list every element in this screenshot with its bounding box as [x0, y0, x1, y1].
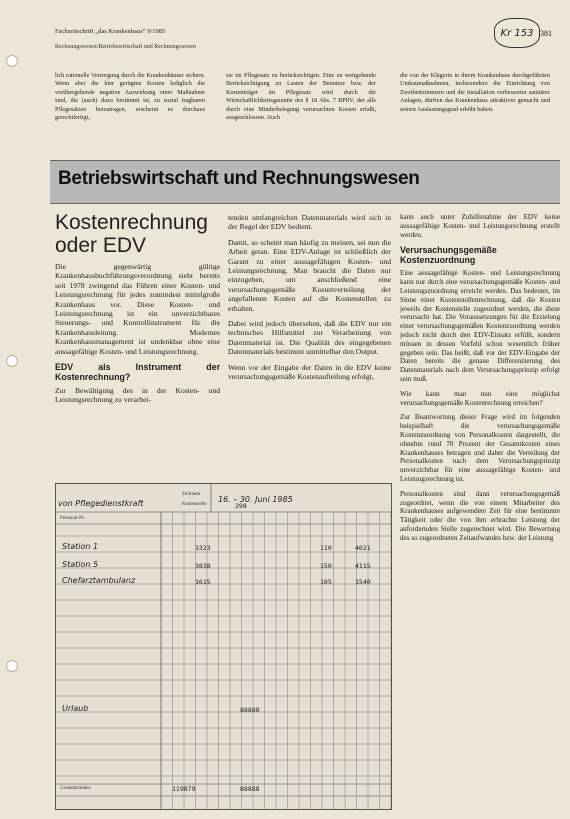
row-name: Station 5	[62, 560, 99, 569]
row-code: 105	[320, 578, 332, 586]
row-alt: 1540	[355, 578, 371, 586]
journal-header: Fachzeitschrift „das Krankenhaus“ 9/1985	[55, 28, 166, 35]
paragraph: Dabei wird jedoch übersehen, daß die EDV nur ein technisches Hilfsmittel zur Verarbeitung von Datenmaterial ist. Die Qualität des eingegebenen Datenmaterials bestimmt unmittelbar den Output.	[228, 319, 391, 357]
row-hours: 3838	[195, 562, 211, 570]
paragraph: Personalkosten sind dann verursachungsgemäß zugeordnet, wenn die von einem Mitarbeiter des Krankenhauses aufgewendete Zeit für eine bestimmte Tätigkeit oder die von ihm erbrachte Leistung der anfordernden Stelle zugerechnet wird. Die Bewertung des so zugeordneten Zeitaufwandes bzw. der Leistung	[400, 489, 560, 542]
label-kostenstelle: Kostenstelle	[182, 502, 207, 507]
paragraph: kann auch unter Zuhilfenahme der EDV keine aussagefähige Kosten- und Leistungsrechnung erstellt werden.	[400, 213, 560, 239]
row-code: 110	[320, 544, 332, 552]
personal-number: 298	[235, 502, 247, 510]
row-alt: 4115	[355, 562, 371, 570]
form-title: von Pflegedienstkraft	[58, 499, 144, 508]
section-line: Rechnungswesen/Betriebswirtschaft und Rechnungswesen	[55, 44, 196, 50]
article-column-1	[55, 262, 220, 411]
urlaub-label: Urlaub	[62, 704, 89, 713]
paragraph: Zur Bewältigung des in der Kosten- und Leistungsrechnung zu verarbei-	[55, 386, 220, 405]
binder-hole	[6, 55, 18, 67]
row-hours: 1615	[195, 578, 211, 586]
article-column-2	[228, 213, 391, 388]
article-column-3	[400, 213, 560, 549]
label-personal: Personal-Nr.	[60, 516, 86, 521]
urlaub-hours: 88888	[240, 706, 260, 714]
row-code: 150	[320, 562, 332, 570]
label-summe: Gesamtstunden	[60, 786, 91, 791]
section-banner-title: Betriebswirtschaft und Rechnungswesen	[58, 168, 420, 189]
timesheet-form	[55, 483, 392, 810]
row-hours: 3323	[195, 544, 211, 552]
paragraph: Zur Beantwortung dieser Frage wird im folgenden beispielhaft die verursachungsgemäße Kostenzuordnung von Personalkosten dargestellt, die ohnehin rund 70 Prozent der Gesamtkosten eines Krankenhauses betragen und daher die Verteilung der Personalkosten nach dem Verursachungsprinzip unverzichtbar für eine aussagefähige Kosten- und Leistungsrechnung ist.	[400, 413, 560, 483]
page-number: 381	[540, 29, 552, 38]
paragraph: Eine aussagefähige Kosten- und Leistungsrechnung kann nur durch eine verursachungsgemäße Kosten- und Leistungszuordnung erreicht werden. Das bedeutet, im Sinne einer Kostenstellenrechnung, daß die Kosten jeweils der Kostenstelle zugeordnet werden, die diese verursacht hat. Die Voraussetzungen für die Erzielung einer verursachungsgemäßen Kostenzuordnung werden jedoch nicht durch den EDV-Einsatz erfüllt, sondern müssen in dessen Vorfeld schon wesentlich früher gegeben sein. Das heißt, daß vor der EDV-Eingabe der Daten bereits die genaue Differenzierung des Datenmaterials nach dem Verursachungsprinzip erfolgt sein muß.	[400, 269, 560, 383]
top-column-1: lich rationelle Versorgung durch die Krankenhäuser sichern. Wenn aber die hier gerügten Kosten lediglich die vorübergehende negative Auswirkung einer Maßnahme sind, die (auch) dazu bestimmt ist, zu sozial tragbaren Pflegesätzen beizutragen, erscheint es durchaus gerechtfertigt,	[55, 72, 205, 122]
top-column-3: die von der Klägerin in ihrem Krankenhaus durchgeführten Umbaumaßnahmen, insbesondere die Einrichtung von Zweibettzimmern und die Installation verbesserter sanitärer Anlagen, dürften das Krankenhaus attraktiver gemacht und seinen Auslastungsgrad erhöht haben.	[400, 72, 550, 113]
top-column-2: sie im Pflegesatz zu berücksichtigen. Eine zu weitgehende Berücksichtigung zu Lasten der Benutzer bzw. der Kostenträger im Pflegesatz wird durch die Wirtschaftlichkeitsgarantie des § 18 Abs. 7 BPflV, der alle durch eine Minderbelegung verursachten Kosten erfaßt, ausgeschlossen. Auch	[226, 72, 376, 122]
paragraph: Wie kann man nun eine möglichst verursachungsgemäße Kostenrechnung erreichen?	[400, 389, 560, 407]
binder-hole	[6, 660, 18, 672]
binder-hole	[6, 355, 18, 367]
archive-stamp: Kr 153	[494, 18, 540, 48]
paragraph: Damit, so scheint man häufig zu meinen, sei nun die Arbeit getan. Eine EDV-Anlage ist schließlich der Garant zu einer aussagefähigen Kosten- und Leistungsrechnung. Man braucht die Daten nur einzugeben, um anschließend eine verursachungsgemäße Kostenverteilung der angefallenen Kosten auf die Kostenstellen zu erhalten.	[228, 237, 391, 313]
paragraph: Wenn vor der Eingabe der Daten in die EDV keine verursachungsgemäße Kostenaufteilung erfolgt,	[228, 362, 391, 382]
form-date: 16. – 30. Juni 1985	[218, 495, 293, 504]
subheading: EDV als Instrument der Kostenrechnung?	[55, 362, 220, 383]
subheading: Verursachungsgemäße Kostenzuordnung	[400, 245, 497, 266]
total-hours-2: 88888	[240, 785, 260, 793]
paragraph: tenden umfangreichen Datenmaterials wird sich in der Regel der EDV bedient.	[228, 213, 391, 232]
row-name: Chefarztambulanz	[62, 576, 136, 585]
label-zeitraum: Zeitraum	[182, 492, 201, 497]
row-name: Station 1	[62, 542, 99, 551]
article-title: Kostenrechnung oder EDV	[55, 211, 208, 257]
row-alt: 4021	[355, 544, 371, 552]
total-hours: 119879	[172, 785, 196, 793]
paragraph: Die gegenwärtig gültige Krankenhausbuchführungsverordnung sieht bereits seit 1978 zwingend das Führen einer Kosten- und Leistungsrechnung für jedes zumindest mittelgroße Krankenhaus vor. Diese Kosten- und Leistungsrechnung ist ein unverzichtbares Steuerungs- und Kontrollinstrument für die Krankenhausleitung. Modernes Krankenhausmanagement ist undenkbar ohne eine aussagefähige Kosten- und Leistungsrechnung.	[55, 262, 220, 356]
timesheet-grid	[56, 484, 391, 809]
